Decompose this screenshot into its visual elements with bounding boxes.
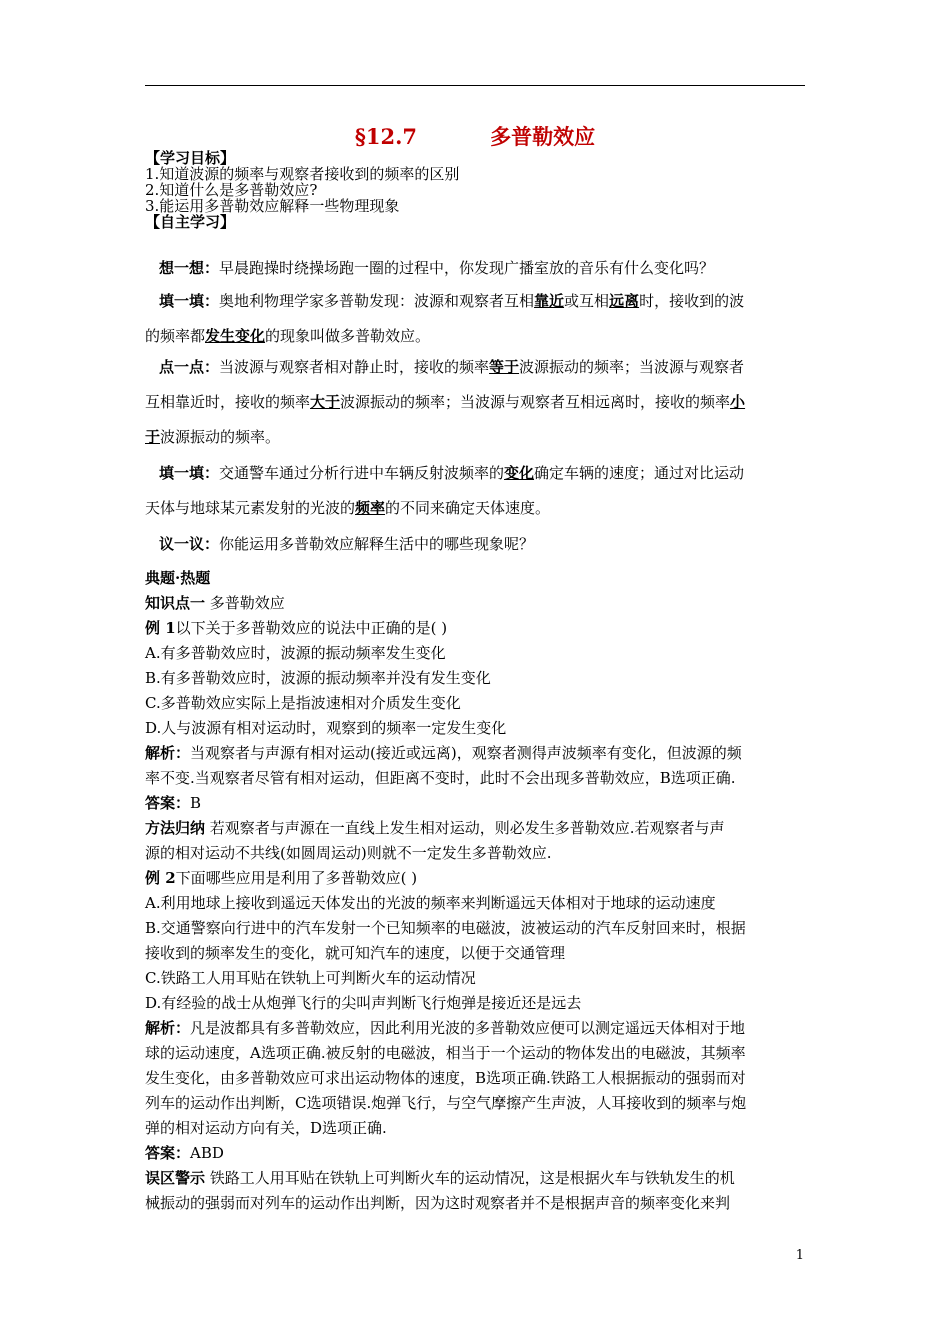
answer-keyword: 远离: [609, 292, 640, 310]
fill2-label: 填一填：: [159, 464, 220, 482]
self-study: [145, 251, 807, 286]
answer-keyword: 变化: [504, 464, 535, 482]
header-rule: [145, 85, 805, 86]
fill2-text: 交通警车通过分析行进中车辆反射波频率的: [219, 464, 505, 482]
think-paragraph: [145, 251, 807, 286]
option: A.有多普勒效应时，波源的振动频率发生变化: [145, 644, 446, 662]
warning-text: 械振动的强弱而对列车的运动作出判断，因为这时观察者并不是根据声音的频率变化来判: [145, 1194, 731, 1212]
fill1-text: 或互相: [564, 292, 610, 310]
learning-goals: [145, 150, 807, 230]
goal-item: 1.知道波源的频率与观察者接收到的频率的区别: [145, 165, 460, 183]
option: A.利用地球上接收到遥远天体发出的光波的频率来判断遥远天体相对于地球的运动速度: [145, 894, 716, 912]
analysis-label: 解析：: [145, 1019, 191, 1037]
fill2-text: 天体与地球某元素发射的光波的: [145, 499, 356, 517]
knowledge-point-text: 多普勒效应: [205, 594, 285, 612]
typical-problems: [145, 566, 807, 1216]
analysis-text: 发生变化，由多普勒效应可求出运动物体的速度，B选项正确.铁路工人根据振动的强弱而对: [145, 1069, 746, 1087]
method-text: 源的相对运动不共线(如圆周运动)则就不一定发生多普勒效应.: [145, 844, 552, 862]
option: D.人与波源有相对运动时，观察到的频率一定发生变化: [145, 719, 507, 737]
answer-value: B: [190, 794, 202, 812]
fill1-label: 填一填：: [159, 292, 220, 310]
option: C.多普勒效应实际上是指波速相对介质发生变化: [145, 694, 461, 712]
point-text: 波源振动的频率。: [160, 428, 281, 446]
fill1-text: 奥地利物理学家多普勒发现：波源和观察者互相: [219, 292, 535, 310]
point-text: 互相靠近时，接收的频率: [145, 393, 311, 411]
fill1-text: 的现象叫做多普勒效应。: [265, 327, 431, 345]
point-label: 点一点：: [159, 358, 220, 376]
answer-label: 答案：: [145, 1144, 191, 1162]
method-text: 若观察者与声源在一直线上发生相对运动，则必发生多普勒效应.若观察者与声: [205, 819, 725, 837]
option: C.铁路工人用耳贴在铁轨上可判断火车的运动情况: [145, 969, 476, 987]
discuss-label: 议一议：: [159, 535, 220, 553]
warning-label: 误区警示: [145, 1169, 206, 1187]
answer-keyword: 频率: [355, 499, 386, 517]
answer-keyword: 靠近: [534, 292, 565, 310]
option: D.有经验的战士从炮弹飞行的尖叫声判断飞行炮弹是接近还是远去: [145, 994, 582, 1012]
example-label: 例 1: [145, 619, 176, 637]
answer-keyword: 小: [730, 393, 746, 411]
fill2-text: 确定车辆的速度；通过对比运动: [534, 464, 745, 482]
example-question: 下面哪些应用是利用了多普勒效应( ): [175, 869, 418, 887]
discuss-text: 你能运用多普勒效应解释生活中的哪些现象呢？: [219, 535, 535, 553]
page-title: §12.7 多普勒效应: [354, 124, 596, 149]
point-paragraph: [145, 350, 807, 455]
goals-heading: 【学习目标】: [145, 149, 236, 167]
fill1-text: 时，接收到的波: [639, 292, 745, 310]
answer-value: ABD: [190, 1144, 224, 1162]
analysis-text: 弹的相对运动方向有关，D选项正确.: [145, 1119, 387, 1137]
point-text: 波源振动的频率；当波源与观察者: [519, 358, 745, 376]
fill1-paragraph: [145, 284, 807, 354]
typical-heading: 典题·热题: [145, 569, 211, 587]
think-label: 想一想：: [159, 259, 220, 277]
fill2-paragraph: [145, 456, 807, 526]
warning-text: 铁路工人用耳贴在铁轨上可判断火车的运动情况，这是根据火车与铁轨发生的机: [205, 1169, 735, 1187]
goal-item: 2.知道什么是多普勒效应?: [145, 181, 318, 199]
think-text: 早晨跑操时绕操场跑一圈的过程中，你发现广播室放的音乐有什么变化吗？: [219, 259, 715, 277]
page-number: 1: [795, 1248, 804, 1263]
option: B.有多普勒效应时，波源的振动频率并没有发生变化: [145, 669, 491, 687]
fill2-text: 的不同来确定天体速度。: [385, 499, 551, 517]
fill1-text: 的频率都: [145, 327, 206, 345]
option: 接收到的频率发生的变化，就可知汽车的速度，以便于交通管理: [145, 944, 566, 962]
method-label: 方法归纳: [145, 819, 206, 837]
point-text: 波源振动的频率；当波源与观察者互相远离时，接收的频率: [340, 393, 731, 411]
option: B.交通警察向行进中的汽车发射一个已知频率的电磁波，波被运动的汽车反射回来时，根据: [145, 919, 746, 937]
discuss-paragraph: [145, 527, 807, 562]
analysis-text: 率不变.当观察者尽管有相对运动，但距离不变时，此时不会出现多普勒效应，B选项正确.: [145, 769, 736, 787]
goal-item: 3.能运用多普勒效应解释一些物理现象: [145, 197, 400, 215]
analysis-text: 凡是波都具有多普勒效应，因此利用光波的多普勒效应便可以测定遥远天体相对于地: [190, 1019, 746, 1037]
answer-keyword: 大于: [310, 393, 341, 411]
answer-keyword: 发生变化: [205, 327, 266, 345]
knowledge-point-label: 知识点一: [145, 594, 206, 612]
answer-label: 答案：: [145, 794, 191, 812]
example-label: 例 2: [145, 869, 176, 887]
analysis-label: 解析：: [145, 744, 191, 762]
example-question: 以下关于多普勒效应的说法中正确的是( ): [175, 619, 448, 637]
answer-keyword: 于: [145, 428, 161, 446]
analysis-text: 当观察者与声源有相对运动(接近或远离)，观察者测得声波频率有变化，但波源的频: [190, 744, 742, 762]
answer-keyword: 等于: [489, 358, 520, 376]
analysis-text: 球的运动速度，A选项正确.被反射的电磁波，相当于一个运动的物体发出的电磁波，其频率: [145, 1044, 746, 1062]
analysis-text: 列车的运动作出判断，C选项错误.炮弹飞行，与空气摩擦产生声波，人耳接收到的频率与炮: [145, 1094, 747, 1112]
self-study-heading: 【自主学习】: [145, 213, 236, 231]
point-text: 当波源与观察者相对静止时，接收的频率: [219, 358, 490, 376]
